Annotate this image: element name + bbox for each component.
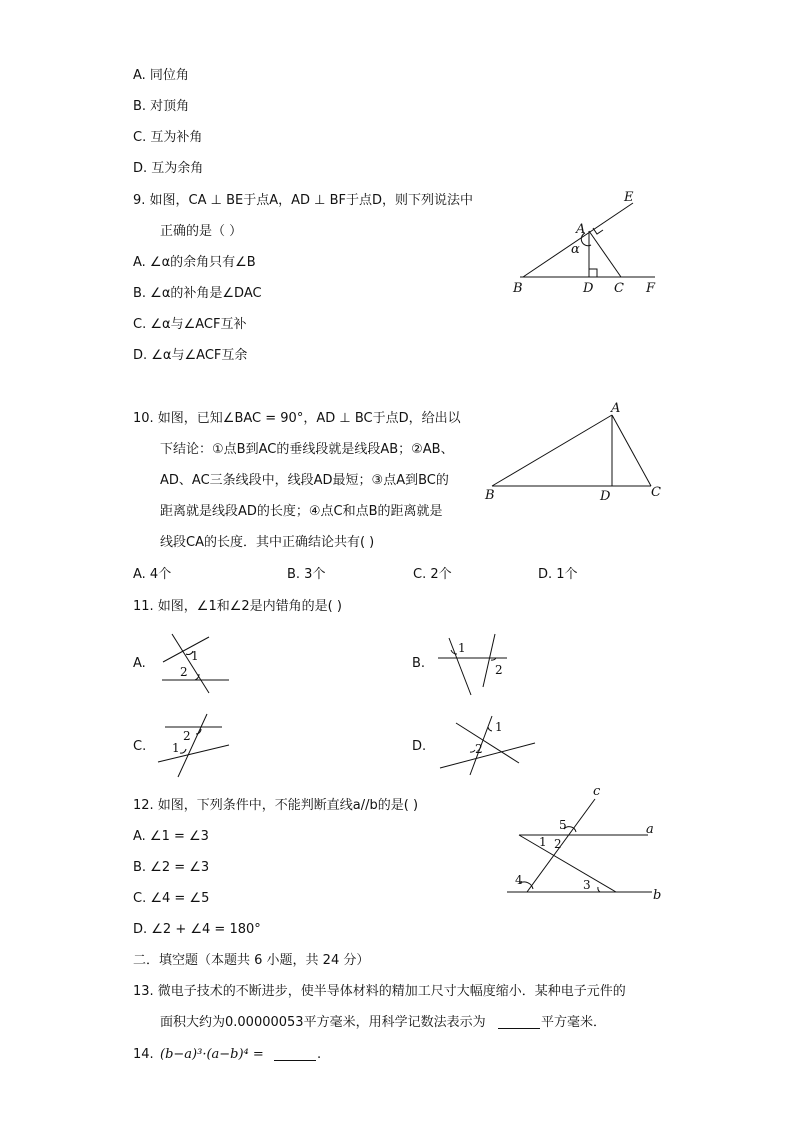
q12-option-d: D. ∠2 + ∠4 = 180°: [133, 922, 261, 937]
q10-stem-line1: 10. 如图，已知∠BAC = 90°，AD ⊥ BC于点D，给出以: [133, 411, 461, 426]
q14-number: 14.: [133, 1047, 154, 1062]
q13-stem-line1: 13. 微电子技术的不断进步，使半导体材料的精加工尺寸大幅度缩小．某种电子元件的: [133, 984, 626, 999]
q12-option-c: C. ∠4 = ∠5: [133, 891, 210, 906]
q10-option-d: D. 1个: [538, 567, 578, 582]
q9-label-alpha: α: [571, 242, 580, 257]
q10-option-a: A. 4个: [133, 567, 172, 582]
svg-text:2: 2: [495, 663, 503, 677]
q9-label-f: F: [646, 281, 656, 296]
q11-stem: 11. 如图，∠1和∠2是内错角的是( ): [133, 599, 342, 614]
q9-option-b: B. ∠α的补角是∠DAC: [133, 286, 262, 301]
q14-answer-blank: [274, 1060, 316, 1061]
q13-stem-line2-prefix: 面积大约为0.00000053平方毫米，用科学记数法表示为: [160, 1015, 486, 1030]
svg-text:4: 4: [515, 873, 523, 887]
svg-text:5: 5: [559, 818, 567, 832]
q12-stem: 12. 如图，下列条件中，不能判断直线a//b的是( ): [133, 798, 419, 813]
q8-option-d: D. 互为余角: [133, 161, 204, 176]
q11-option-d-letter: D.: [412, 739, 427, 754]
q13-stem-line2-suffix: 平方毫米．: [541, 1015, 607, 1030]
q14-expression: (b−a)³·(a−b)⁴ =: [160, 1047, 264, 1062]
svg-text:1: 1: [495, 720, 503, 734]
q10-option-c: C. 2个: [413, 567, 452, 582]
q13-answer-blank: [498, 1028, 540, 1029]
q9-label-a: A: [576, 222, 586, 237]
section-heading: 二．填空题（本题共 6 小题，共 24 分）: [133, 953, 370, 968]
svg-text:1: 1: [458, 641, 466, 655]
q9-stem-line2: 正确的是（ ）: [160, 224, 243, 239]
q10-stem-line3: AD、AC三条线段中，线段AD最短；③点A到BC的: [160, 473, 449, 488]
q9-option-a: A. ∠α的余角只有∠B: [133, 255, 256, 270]
svg-text:1: 1: [191, 649, 199, 663]
svg-text:3: 3: [583, 878, 591, 892]
q12-label-a: a: [646, 822, 654, 837]
svg-text:2: 2: [554, 837, 562, 851]
q12-option-a: A. ∠1 = ∠3: [133, 829, 209, 844]
q10-label-a: A: [611, 401, 621, 416]
q12-option-b: B. ∠2 = ∠3: [133, 860, 210, 875]
q8-option-b: B. 对顶角: [133, 99, 190, 114]
q11-option-c-letter: C.: [133, 739, 147, 754]
svg-text:2: 2: [180, 665, 188, 679]
q9-label-c: C: [614, 281, 624, 296]
q8-option-c: C. 互为补角: [133, 130, 203, 145]
q10-label-b: B: [485, 488, 495, 503]
q9-label-d: D: [583, 281, 594, 296]
q10-stem-line2: 下结论：①点B到AC的垂线段就是线段AB；②AB、: [160, 442, 454, 457]
q10-stem-line5: 线段CA的长度．其中正确结论共有( ): [160, 535, 375, 550]
q9-option-c: C. ∠α与∠ACF互补: [133, 317, 247, 332]
q11-option-a-letter: A.: [133, 656, 146, 671]
q9-label-b: B: [513, 281, 523, 296]
q10-label-d: D: [600, 489, 611, 504]
q11-option-b-letter: B.: [412, 656, 426, 671]
q8-option-a: A. 同位角: [133, 68, 189, 83]
q10-label-c: C: [651, 485, 661, 500]
svg-text:2: 2: [475, 742, 483, 756]
svg-text:1: 1: [172, 741, 180, 755]
q10-option-b: B. 3个: [287, 567, 326, 582]
svg-text:1: 1: [539, 835, 547, 849]
q9-option-d: D. ∠α与∠ACF互余: [133, 348, 248, 363]
svg-text:2: 2: [183, 729, 191, 743]
q14-period: .: [317, 1047, 322, 1062]
q12-label-c: c: [593, 784, 601, 799]
q9-label-e: E: [624, 190, 634, 205]
q10-stem-line4: 距离就是线段AD的长度；④点C和点B的距离就是: [160, 504, 443, 519]
q12-label-b: b: [653, 888, 662, 903]
q9-stem-line1: 9. 如图，CA ⊥ BE于点A，AD ⊥ BF于点D，则下列说法中: [133, 193, 474, 208]
